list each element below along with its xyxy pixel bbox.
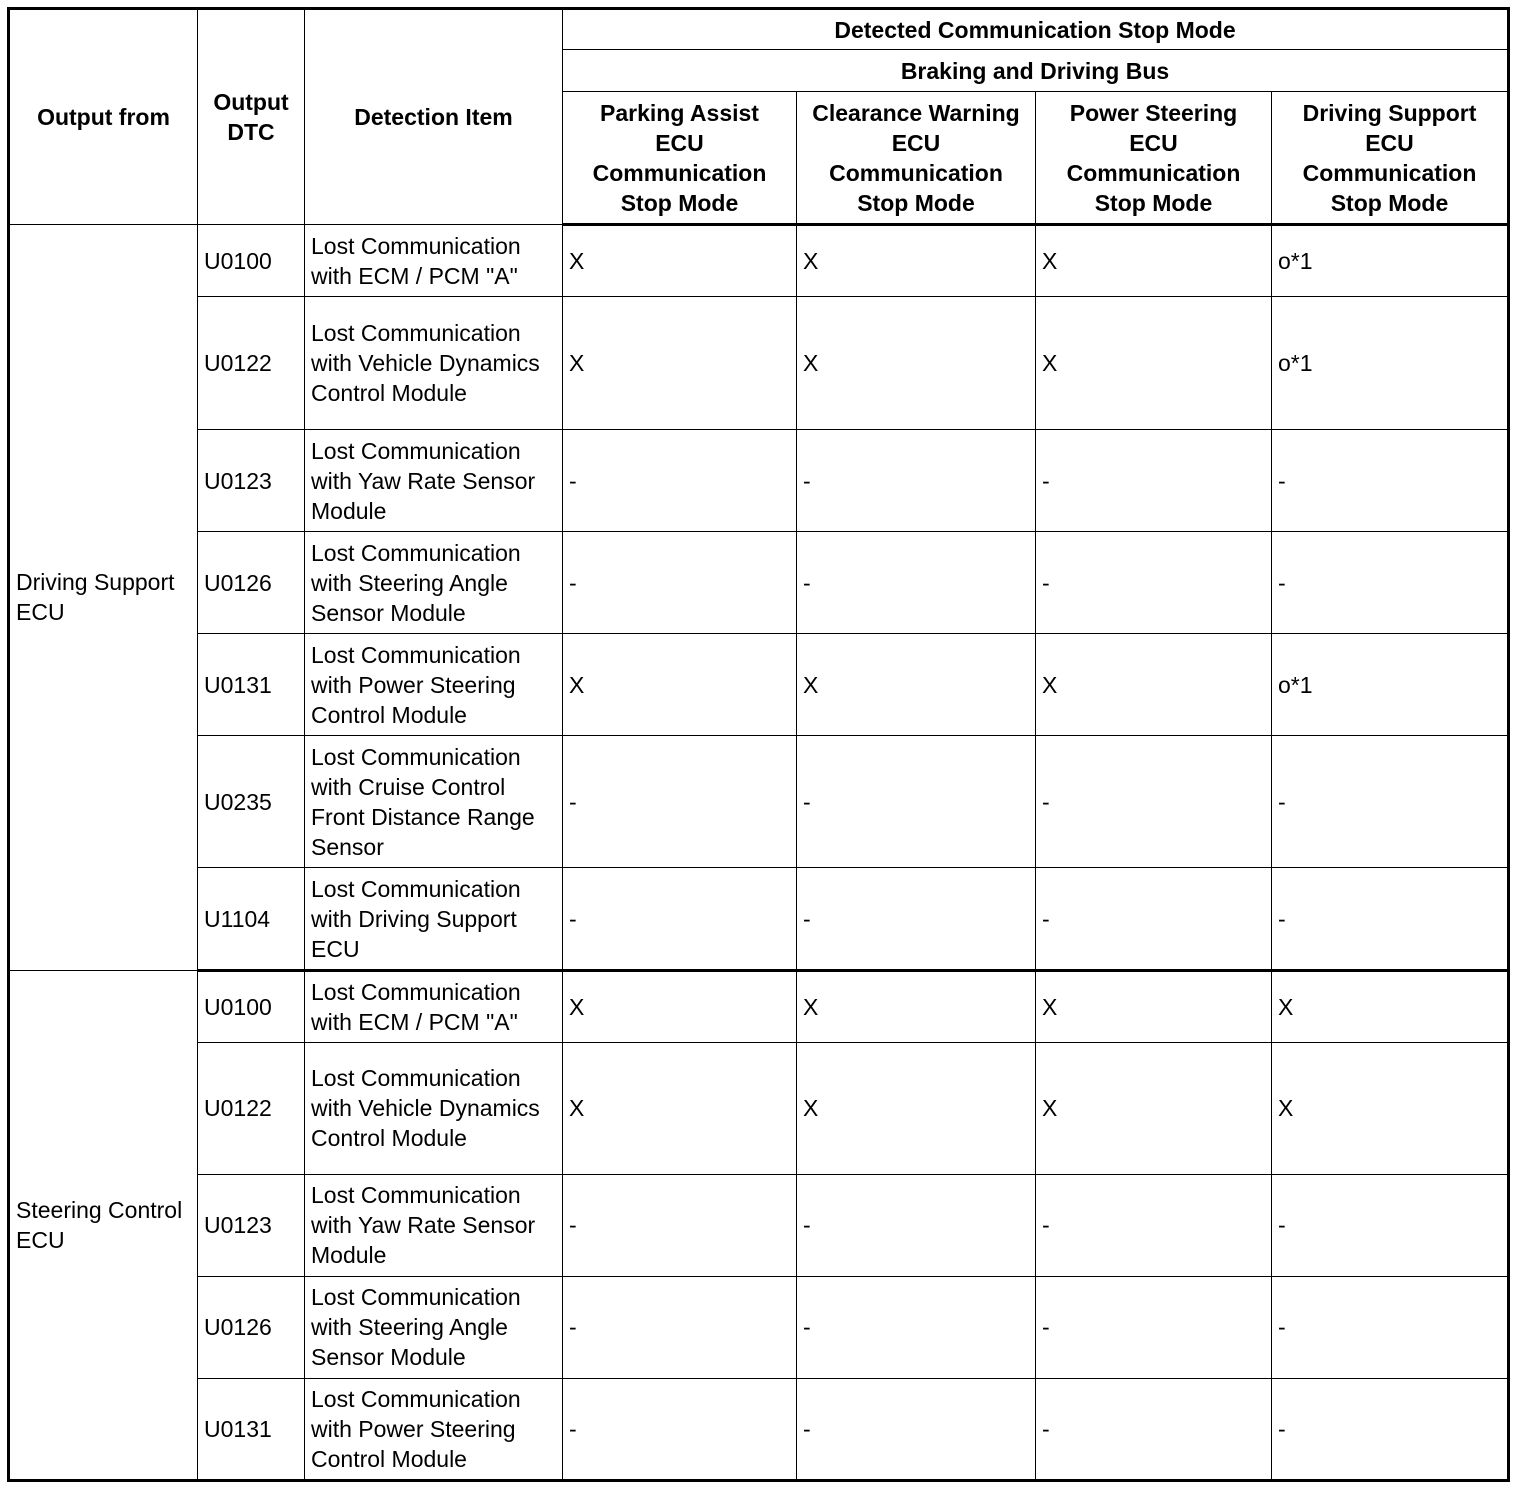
output-from-cell: Steering Control ECU <box>9 970 198 1480</box>
mode-mark-cell: - <box>1272 736 1509 868</box>
mode-mark-cell: - <box>563 736 797 868</box>
detection-item-cell: Lost Communication with ECM / PCM "A" <box>305 970 563 1042</box>
mode-mark-cell: - <box>1272 868 1509 970</box>
header-mode-driving-support <box>1272 92 1509 225</box>
mode-mark-cell: X <box>563 634 797 736</box>
dtc-code-cell: U0126 <box>198 532 305 634</box>
mode-mark-cell: - <box>797 1174 1036 1276</box>
output-from-cell: Driving Support ECU <box>9 225 198 971</box>
header-mode-line: Stop Mode <box>1330 189 1449 216</box>
mode-mark-cell: X <box>1272 1042 1509 1174</box>
table-row <box>9 970 1509 1042</box>
mode-mark-cell: - <box>563 430 797 532</box>
mode-mark-cell: o*1 <box>1272 634 1509 736</box>
mode-mark-cell: X <box>1036 970 1272 1042</box>
header-mode-line: ECU <box>655 129 704 156</box>
dtc-code-cell: U0131 <box>198 634 305 736</box>
table-row <box>9 225 1509 297</box>
header-detected-mode: Detected Communication Stop Mode <box>563 9 1509 50</box>
header-output-from: Output from <box>9 9 198 225</box>
mode-mark-cell: - <box>797 532 1036 634</box>
dtc-code-cell: U0100 <box>198 225 305 297</box>
header-mode-line: ECU <box>1365 129 1414 156</box>
header-mode-clearance-warning <box>797 92 1036 225</box>
mode-mark-cell: X <box>797 634 1036 736</box>
header-mode-line: Power Steering <box>1069 99 1238 126</box>
mode-mark-cell: X <box>563 970 797 1042</box>
mode-mark-cell: - <box>563 1174 797 1276</box>
detection-item-cell: Lost Communication with Yaw Rate Sensor Module <box>305 430 563 532</box>
table-header <box>9 9 1509 225</box>
mode-mark-cell: - <box>1272 1378 1509 1480</box>
dtc-code-cell: U0100 <box>198 970 305 1042</box>
mode-mark-cell: X <box>563 1042 797 1174</box>
dtc-code-cell: U0122 <box>198 1042 305 1174</box>
mode-mark-cell: - <box>1036 736 1272 868</box>
dtc-code-cell: U0122 <box>198 297 305 430</box>
detection-item-cell: Lost Communication with Power Steering Control Module <box>305 1378 563 1480</box>
mode-mark-cell: - <box>1272 532 1509 634</box>
mode-mark-cell: X <box>797 1042 1036 1174</box>
table-row <box>9 634 1509 736</box>
detection-item-cell: Lost Communication with Power Steering Control Module <box>305 634 563 736</box>
header-mode-line: Communication <box>592 159 767 186</box>
mode-mark-cell: X <box>1272 970 1509 1042</box>
mode-mark-cell: - <box>797 868 1036 970</box>
mode-mark-cell: X <box>1036 225 1272 297</box>
header-mode-parking-assist <box>563 92 797 225</box>
mode-mark-cell: o*1 <box>1272 297 1509 430</box>
table-row <box>9 736 1509 868</box>
header-bus: Braking and Driving Bus <box>563 50 1509 92</box>
detection-item-cell: Lost Communication with Steering Angle Sensor Module <box>305 532 563 634</box>
mode-mark-cell: - <box>563 1378 797 1480</box>
mode-mark-cell: - <box>797 1276 1036 1378</box>
header-mode-line: Driving Support <box>1302 99 1477 126</box>
detection-item-cell: Lost Communication with Yaw Rate Sensor Module <box>305 1174 563 1276</box>
mode-mark-cell: o*1 <box>1272 225 1509 297</box>
mode-mark-cell: X <box>563 297 797 430</box>
header-mode-line: Communication <box>1302 159 1477 186</box>
table-row <box>9 1042 1509 1174</box>
mode-mark-cell: X <box>797 970 1036 1042</box>
table-row <box>9 532 1509 634</box>
dtc-code-cell: U1104 <box>198 868 305 970</box>
detection-item-cell: Lost Communication with Driving Support ECU <box>305 868 563 970</box>
mode-mark-cell: - <box>1272 1174 1509 1276</box>
table-row <box>9 1276 1509 1378</box>
dtc-code-cell: U0123 <box>198 1174 305 1276</box>
detection-item-cell: Lost Communication with ECM / PCM "A" <box>305 225 563 297</box>
mode-mark-cell: - <box>797 1378 1036 1480</box>
mode-mark-cell: X <box>797 297 1036 430</box>
table-body <box>9 225 1509 1481</box>
mode-mark-cell: X <box>563 225 797 297</box>
mode-mark-cell: - <box>797 736 1036 868</box>
mode-mark-cell: - <box>797 430 1036 532</box>
detection-item-cell: Lost Communication with Vehicle Dynamics Control Module <box>305 1042 563 1174</box>
detection-item-cell: Lost Communication with Cruise Control Front Distance Range Sensor <box>305 736 563 868</box>
table-row <box>9 297 1509 430</box>
mode-mark-cell: X <box>1036 297 1272 430</box>
header-detection-item: Detection Item <box>305 9 563 225</box>
table-row <box>9 1174 1509 1276</box>
mode-mark-cell: - <box>1036 868 1272 970</box>
table-row <box>9 430 1509 532</box>
dtc-code-cell: U0131 <box>198 1378 305 1480</box>
detection-item-cell: Lost Communication with Steering Angle Sensor Module <box>305 1276 563 1378</box>
dtc-code-cell: U0123 <box>198 430 305 532</box>
header-mode-line: Stop Mode <box>1094 189 1213 216</box>
table-row <box>9 1378 1509 1480</box>
mode-mark-cell: - <box>563 532 797 634</box>
header-mode-line: Parking Assist <box>600 99 759 126</box>
header-output-dtc-line1: Output <box>213 89 289 115</box>
header-mode-line: ECU <box>1129 129 1178 156</box>
dtc-table <box>7 7 1510 1482</box>
mode-mark-cell: - <box>1036 430 1272 532</box>
dtc-code-cell: U0235 <box>198 736 305 868</box>
detection-item-cell: Lost Communication with Vehicle Dynamics Control Module <box>305 297 563 430</box>
mode-mark-cell: X <box>797 225 1036 297</box>
dtc-code-cell: U0126 <box>198 1276 305 1378</box>
mode-mark-cell: - <box>1272 1276 1509 1378</box>
mode-mark-cell: - <box>1036 1276 1272 1378</box>
header-output-dtc-line2: DTC <box>227 119 275 145</box>
header-mode-line: Communication <box>829 159 1003 186</box>
mode-mark-cell: - <box>1272 430 1509 532</box>
mode-mark-cell: X <box>1036 1042 1272 1174</box>
header-output-dtc <box>198 9 305 225</box>
mode-mark-cell: - <box>563 868 797 970</box>
mode-mark-cell: - <box>1036 1174 1272 1276</box>
header-mode-line: Communication <box>1066 159 1241 186</box>
header-mode-line: Stop Mode <box>857 189 975 216</box>
mode-mark-cell: - <box>1036 532 1272 634</box>
mode-mark-cell: - <box>1036 1378 1272 1480</box>
header-mode-line: Stop Mode <box>620 189 739 216</box>
table-row <box>9 868 1509 970</box>
header-mode-power-steering <box>1036 92 1272 225</box>
header-mode-line: Clearance Warning <box>812 99 1020 126</box>
mode-mark-cell: - <box>563 1276 797 1378</box>
mode-mark-cell: X <box>1036 634 1272 736</box>
header-mode-line: ECU <box>891 129 941 156</box>
